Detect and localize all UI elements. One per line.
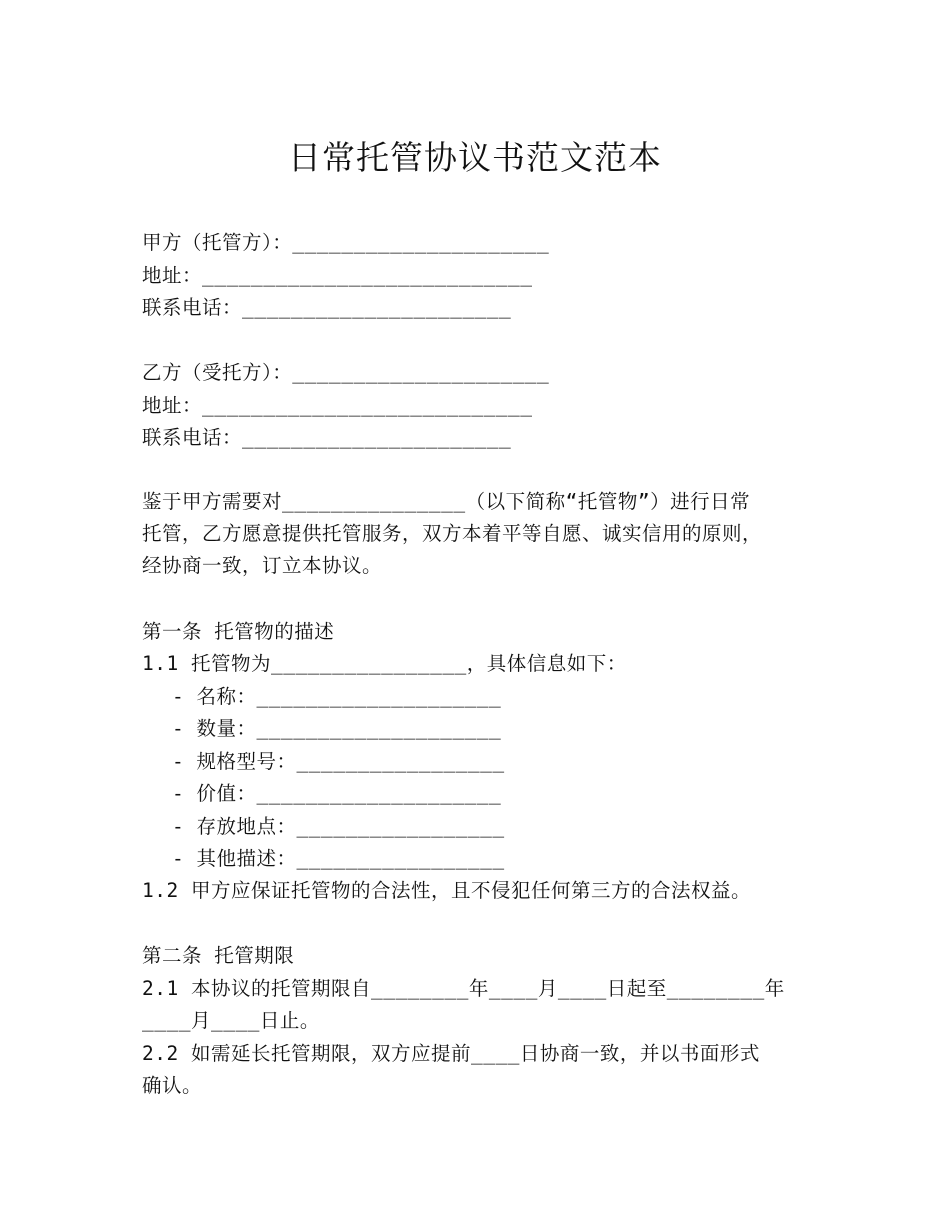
preamble-line-2: 托管，乙方愿意提供托管服务，双方本着平等自愿、诚实信用的原则， bbox=[142, 522, 763, 545]
clause-2-1-line-2: ____月____日止。 bbox=[142, 1009, 320, 1032]
item-quantity: - 数量：____________________ bbox=[172, 717, 502, 740]
preamble-line-1: 鉴于甲方需要对_______________（以下简称“托管物”）进行日常 bbox=[142, 490, 751, 513]
document-title: 日常托管协议书范文范本 bbox=[288, 138, 662, 177]
clause-1-1: 1.1 托管物为________________，具体信息如下： bbox=[142, 652, 627, 675]
party-b-phone: 联系电话：______________________ bbox=[142, 426, 512, 449]
clause-2-2-line-2: 确认。 bbox=[142, 1074, 203, 1097]
party-b-address: 地址：___________________________ bbox=[142, 394, 533, 417]
preamble-line-3: 经协商一致，订立本协议。 bbox=[142, 554, 383, 577]
item-value: - 价值：____________________ bbox=[172, 782, 502, 805]
item-other: - 其他描述：_________________ bbox=[172, 847, 505, 870]
item-location: - 存放地点：_________________ bbox=[172, 815, 505, 838]
party-a-address: 地址：___________________________ bbox=[142, 264, 533, 287]
article-2-heading: 第二条 托管期限 bbox=[142, 944, 295, 967]
clause-2-1-line-1: 2.1 本协议的托管期限自________年____月____日起至________年 bbox=[142, 977, 785, 1000]
clause-1-2: 1.2 甲方应保证托管物的合法性，且不侵犯任何第三方的合法权益。 bbox=[142, 879, 751, 902]
clause-2-2-line-1: 2.2 如需延长托管期限，双方应提前____日协商一致，并以书面形式 bbox=[142, 1042, 760, 1065]
party-b-label: 乙方（受托方）：_____________________ bbox=[142, 361, 550, 384]
party-a-label: 甲方（托管方）：_____________________ bbox=[142, 231, 550, 254]
party-a-phone: 联系电话：______________________ bbox=[142, 296, 512, 319]
item-name: - 名称：____________________ bbox=[172, 685, 502, 708]
item-model: - 规格型号：_________________ bbox=[172, 750, 505, 773]
article-1-heading: 第一条 托管物的描述 bbox=[142, 620, 335, 643]
